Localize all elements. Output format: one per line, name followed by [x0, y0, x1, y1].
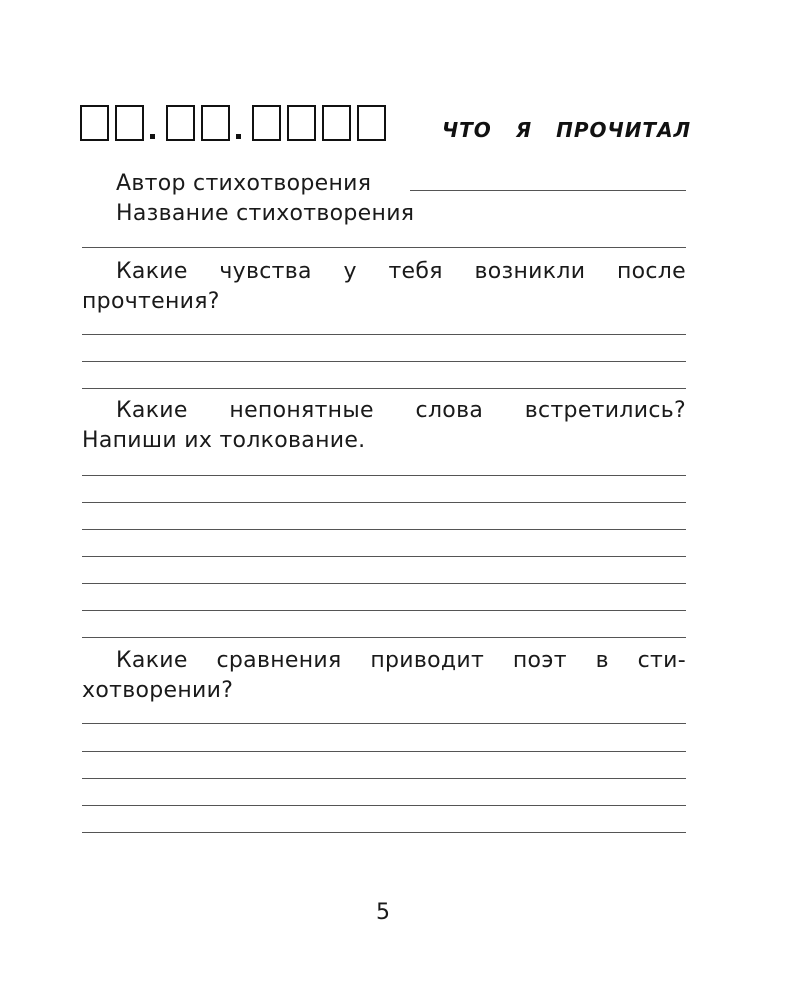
answer-line[interactable] — [82, 751, 686, 752]
question-word: сти- — [637, 648, 686, 673]
answer-line[interactable] — [82, 361, 686, 362]
answer-line[interactable] — [82, 334, 686, 335]
date-separator-dot — [236, 101, 244, 141]
answer-line[interactable] — [82, 610, 686, 611]
page-number: 5 — [376, 900, 390, 925]
question-word: поэт — [512, 648, 567, 673]
question-word: Какие — [116, 648, 188, 673]
poem-title-label: Название стихотворения — [116, 201, 415, 226]
question-word: чувства — [219, 259, 312, 284]
date-month-boxes[interactable] — [166, 105, 236, 141]
answer-line[interactable] — [82, 502, 686, 503]
date-box[interactable] — [287, 105, 316, 141]
answer-line[interactable] — [82, 388, 686, 389]
question-word: после — [616, 259, 686, 284]
question-2-line-1 — [116, 396, 686, 426]
question-word: непонятные — [229, 398, 374, 423]
question-word: у — [343, 259, 357, 284]
date-separator-dot — [150, 101, 158, 141]
question-word: слова — [415, 398, 484, 423]
date-box[interactable] — [201, 105, 230, 141]
date-box[interactable] — [115, 105, 144, 141]
question-1-line-1 — [116, 257, 686, 287]
question-3-line-2: хотворении? — [82, 678, 234, 703]
date-box[interactable] — [322, 105, 351, 141]
question-word: Какие — [116, 398, 188, 423]
answer-line[interactable] — [82, 832, 686, 833]
page-title: ЧТО Я ПРОЧИТАЛ — [442, 118, 692, 142]
date-box[interactable] — [80, 105, 109, 141]
answer-line[interactable] — [82, 778, 686, 779]
poem-title-answer-line[interactable] — [82, 247, 686, 248]
date-field[interactable] — [80, 101, 392, 141]
question-word: встретились? — [524, 398, 686, 423]
question-word: возникли — [474, 259, 586, 284]
answer-line[interactable] — [82, 805, 686, 806]
answer-line[interactable] — [82, 637, 686, 638]
date-year-boxes[interactable] — [252, 105, 392, 141]
question-2-line-2: Напиши их толкование. — [82, 428, 366, 453]
question-word: сравнения — [216, 648, 342, 673]
answer-line[interactable] — [82, 583, 686, 584]
answer-line[interactable] — [82, 475, 686, 476]
question-word: Какие — [116, 259, 188, 284]
author-answer-line[interactable] — [410, 190, 686, 191]
answer-line[interactable] — [82, 556, 686, 557]
question-3-line-1 — [116, 646, 686, 676]
question-word: приводит — [370, 648, 485, 673]
answer-line[interactable] — [82, 723, 686, 724]
question-1-line-2: прочтения? — [82, 289, 220, 314]
question-word: в — [595, 648, 609, 673]
answer-line[interactable] — [82, 529, 686, 530]
date-box[interactable] — [252, 105, 281, 141]
date-box[interactable] — [357, 105, 386, 141]
author-label: Автор стихотворения — [116, 171, 372, 196]
question-word: тебя — [388, 259, 443, 284]
date-box[interactable] — [166, 105, 195, 141]
date-day-boxes[interactable] — [80, 105, 150, 141]
